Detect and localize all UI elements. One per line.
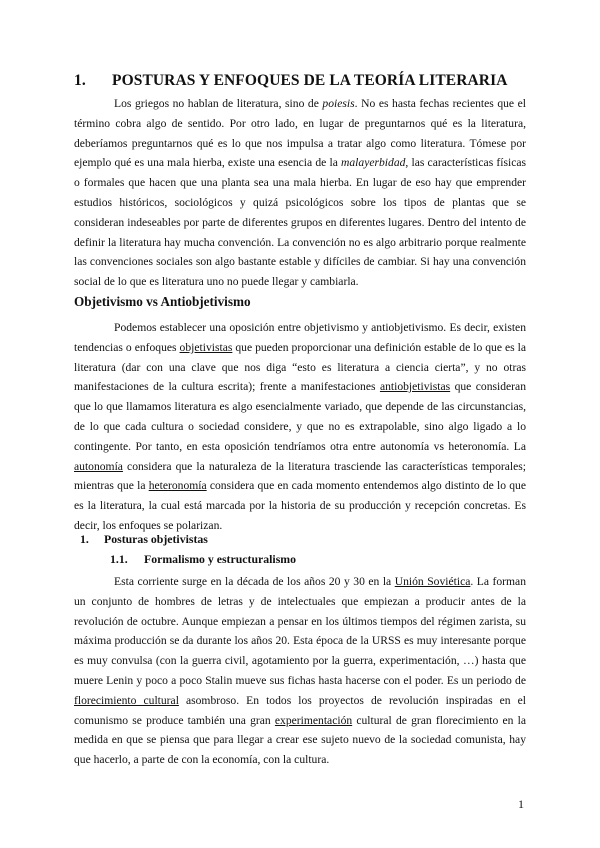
text-run: Esta corriente surge en la década de los años 20 y 30 en la	[114, 575, 395, 588]
text-run: que pueden proporcionar una definición estable de lo que es la literatura (dar con una clave que nos diga “esto es literatura a ciencia cierta”, y no otras manifestaciones de la cultura escrita); frente a manifestaciones	[74, 340, 526, 394]
italic-term: malayerbidad	[341, 156, 406, 170]
underlined-term: objetivistas	[179, 340, 233, 354]
text-run: Podemos establecer una oposición entre objetivismo y antiobjetivismo. Es decir, existen tendencias o enfoques	[74, 321, 526, 354]
underlined-term: antiobjetivistas	[379, 380, 451, 394]
underlined-term: experimentación	[274, 713, 353, 727]
text-run: que consideran que lo que llamamos literatura es algo esencialmente variado, que depende de las circunstancias, de lo que cada cultura o sociedad considere, y que no es extrapolable, sino algo ligado a lo contingente. Por tanto, en esta oposición tendríamos otra entre autonomía vs heteronomía. La	[74, 380, 526, 453]
italic-term: poiesis	[322, 97, 355, 110]
list-title: Posturas objetivistas	[104, 532, 208, 546]
page-number: 1	[518, 797, 524, 811]
paragraph-formalismo	[74, 572, 526, 770]
sublist-title: Formalismo y estructuralismo	[144, 552, 297, 566]
list-heading	[80, 532, 208, 547]
section-heading	[74, 72, 508, 90]
sublist-heading	[110, 552, 296, 567]
underlined-term: autonomía	[74, 459, 123, 473]
underlined-term: Unión Soviética	[394, 575, 471, 588]
paragraph-intro	[74, 94, 526, 292]
text-run: cultural de gran florecimiento en la medida en que se piensa que para llegar a crear ese sujeto nuevo de la sociedad comunista, hay que hacerlo, a parte de con la economía, con la cultura.	[74, 713, 526, 767]
text-run: Los griegos no hablan de literatura, sino de	[114, 97, 323, 110]
underlined-term: heteronomía	[148, 479, 207, 493]
paragraph-objetivismo	[74, 318, 526, 536]
text-run: considera que la naturaleza de la literatura trasciende las características temporales; mientras que la	[74, 459, 526, 493]
text-run: , las características físicas o formales que hacen que una planta sea una mala hierba. En lugar de eso hay que emprender estudios históricos, sociológicos y quizá psicológicos sobre los tipos de plantas que se consideran indeseables por parte de diferentes grupos en diferentes lugares. Dentro del intento de definir la literatura hay mucha convención. La convención no es algo arbitrario porque realmente las convenciones sociales son algo bastante estable y difíciles de cambiar. Si hay una convención social de lo que es literatura uno no puede llegar y cambiarla.	[74, 156, 526, 289]
text-run: considera que en cada momento entendemos algo distinto de lo que es la literatura, la cual está marcada por la historia de su producción y recepción concretas. Es decir, los enfoques se polarizan.	[74, 479, 526, 532]
section-number: 1.	[74, 72, 86, 89]
text-run: . La forman un conjunto de hombres de letras y de intelectuales que empiezan a producir antes de la revolución de octubre. Aunque empiezan a pensar en los últimos tiempos del régimen zarista, su máxima producción se da durante los años 20. Esta época de la URSS es muy interesante porque es muy convulsa (con la guerra civil, agotamiento por la guerra, experimentación, …) hasta que muere Lenin y poco a poco Stalin mueve sus fichas hasta hacerse con el poder. Es un periodo de	[74, 575, 526, 687]
sublist-number: 1.1.	[110, 552, 128, 566]
underlined-term: florecimiento cultural	[74, 693, 179, 707]
text-run: . No es hasta fechas recientes que el término cobra algo de sentido. Por otro lado, en lugar de preguntarnos qué es la literatura, deberíamos preguntarnos qué es lo que nos impulsa a tratar algo como literatura. Tómese por ejemplo qué es una mala hierba, existe una esencia de la	[74, 97, 526, 170]
subsection-heading: Objetivismo vs Antiobjetivismo	[74, 294, 251, 309]
text-run: asombroso. En todos los proyectos de revolución inspiradas en el comunismo se produce también una gran	[74, 693, 526, 727]
section-title: POSTURAS Y ENFOQUES DE LA TEORÍA LITERARIA	[112, 72, 508, 89]
list-number: 1.	[80, 532, 89, 546]
